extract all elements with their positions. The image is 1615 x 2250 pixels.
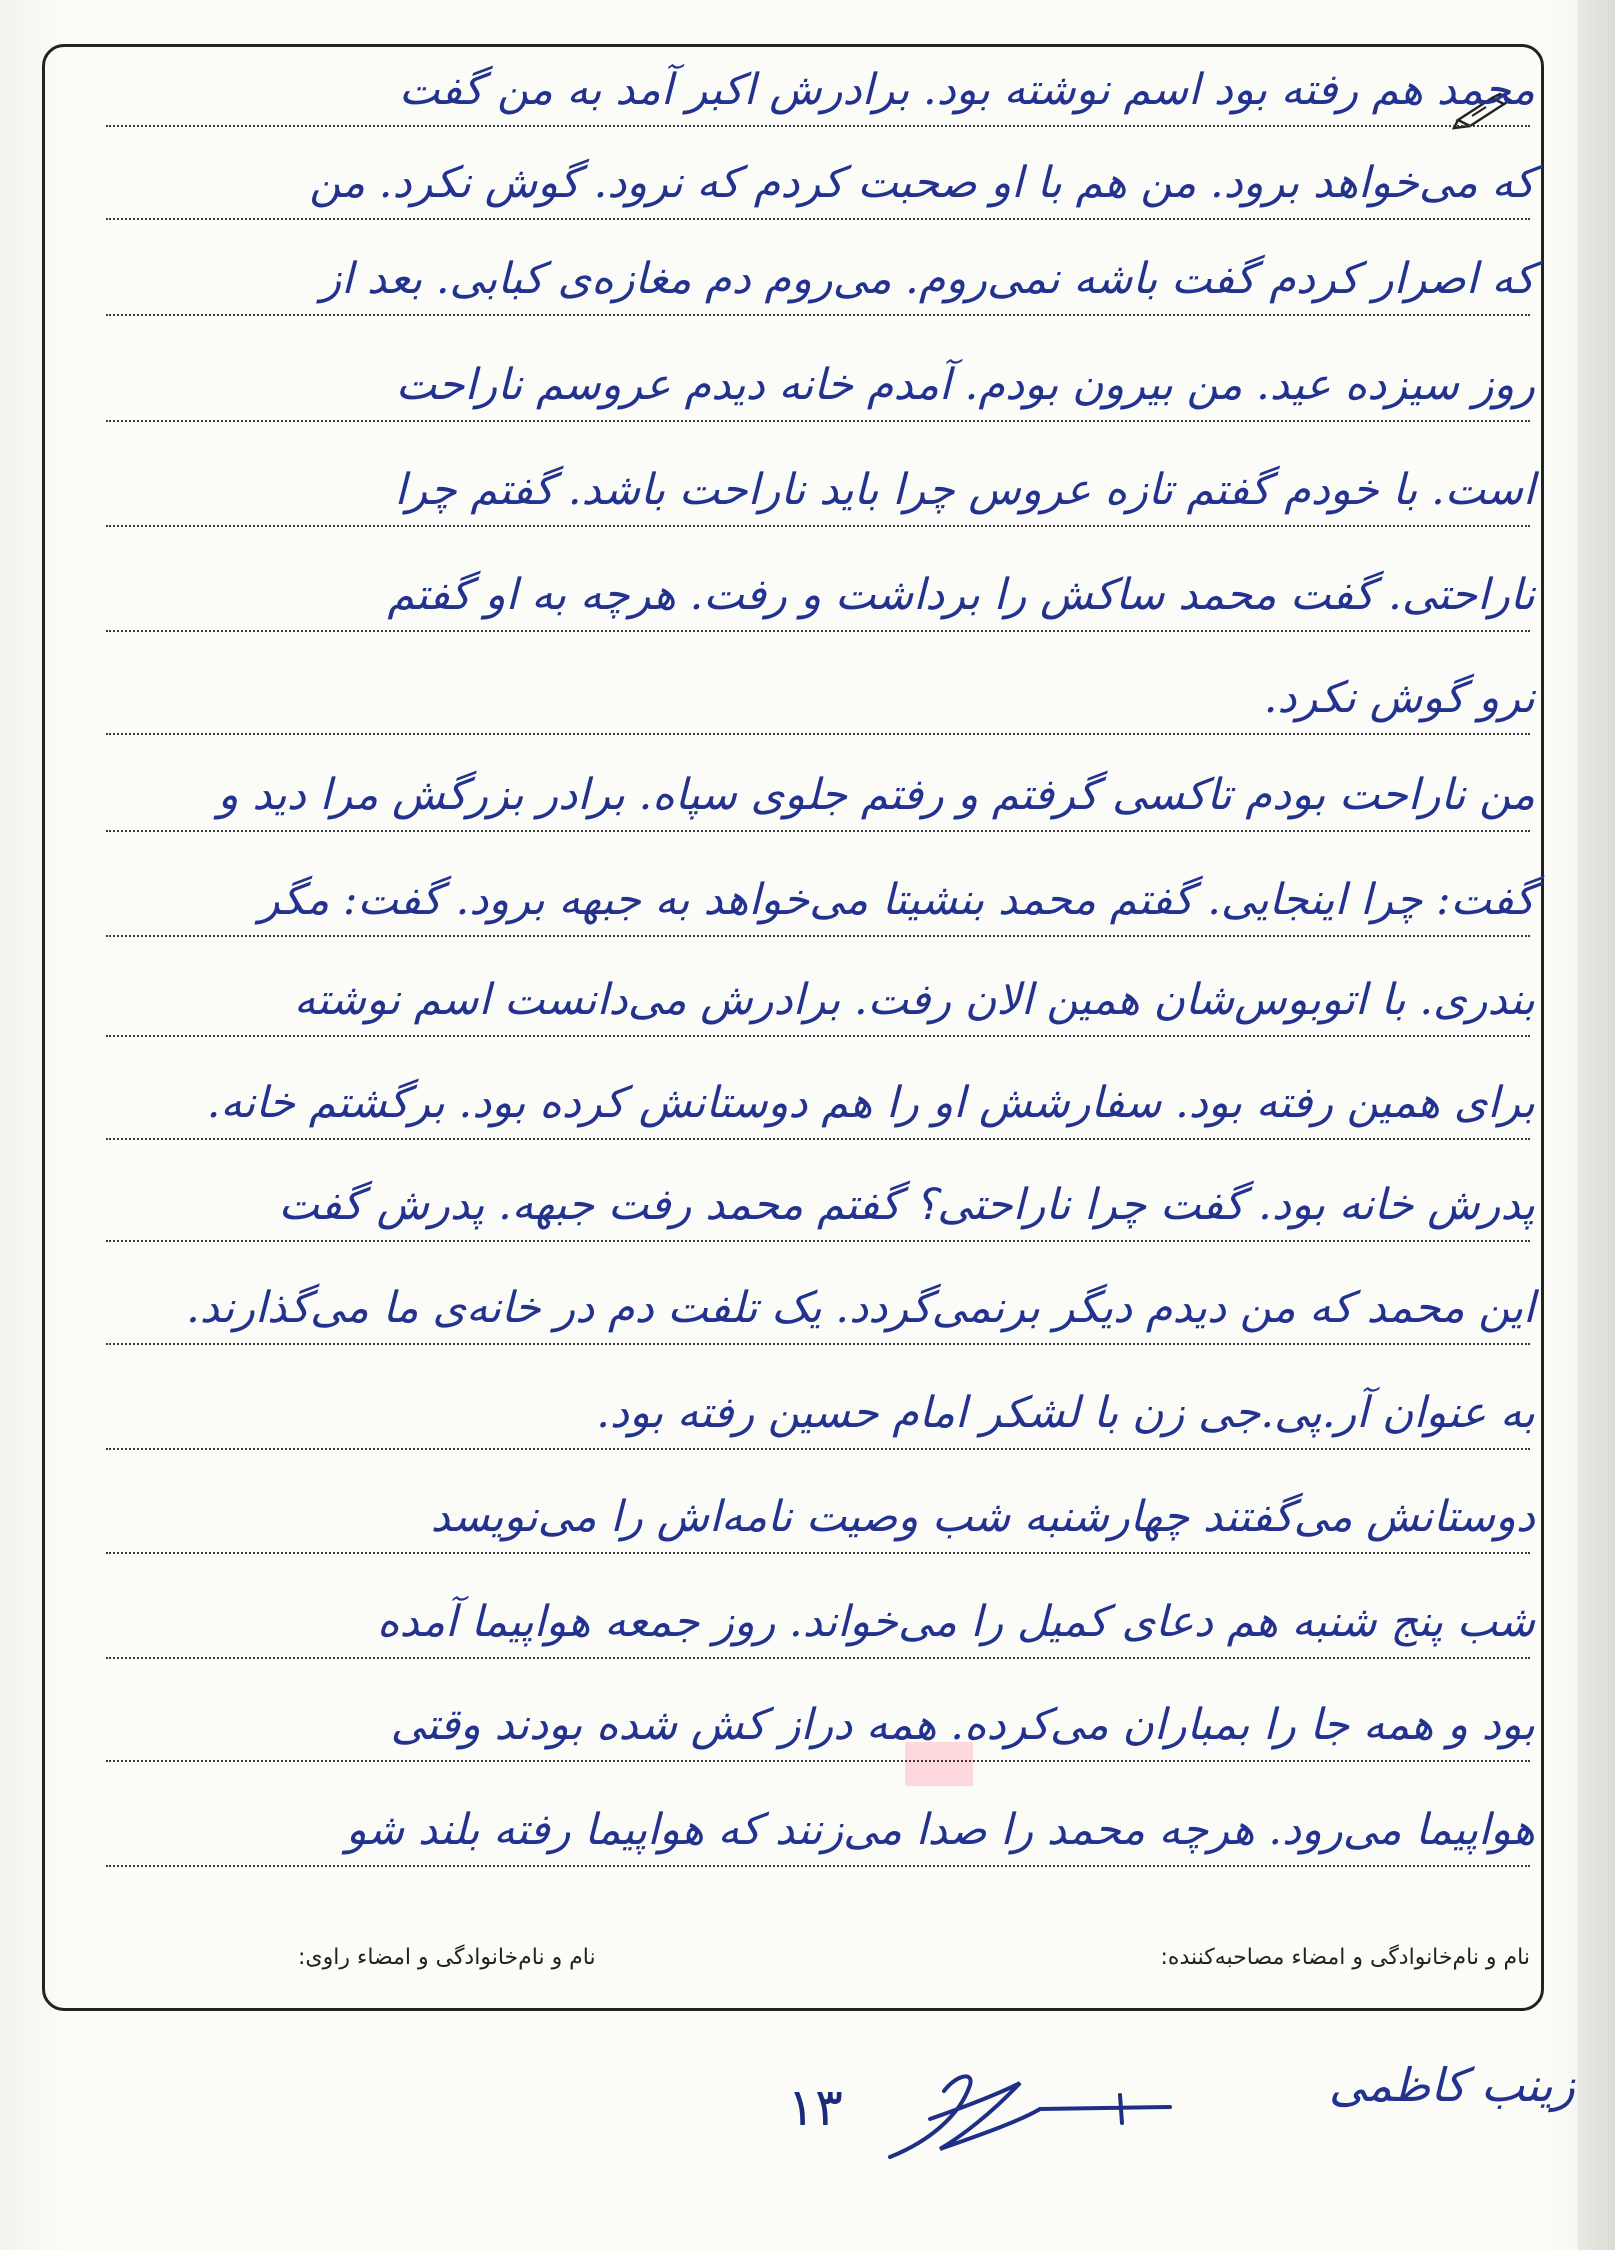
signature-name: زینب کاظمی (1328, 2058, 1575, 2112)
handwritten-line: هواپیما می‌رود. هرچه محمد را صدا می‌زنند که هواپیما رفته بلند شو (345, 1805, 1535, 1855)
handwritten-line: محمد هم رفته بود اسم نوشته بود. برادرش اکبر آمد به من گفت (399, 65, 1535, 115)
handwritten-line: برای همین رفته بود. سفارشش او را هم دوستانش کرده بود. برگشتم خانه. (206, 1078, 1535, 1128)
handwritten-line: نرو گوش نکرد. (1263, 673, 1535, 723)
handwritten-line: شب پنج شنبه هم دعای کمیل را می‌خواند. روز جمعه هواپیما آمده (377, 1597, 1535, 1647)
handwritten-line: ناراحتی. گفت محمد ساکش را برداشت و رفت. هرچه به او گفتم (387, 570, 1535, 620)
page-edge-shadow (1578, 0, 1615, 2250)
handwritten-line: که اصرار کردم گفت باشه نمی‌روم. می‌روم دم مغازه‌ی کبابی. بعد از (320, 254, 1535, 304)
handwritten-line: است. با خودم گفتم تازه عروس چرا باید ناراحت باشد. گفتم چرا (394, 465, 1535, 515)
page-number: ۱۳ (787, 2078, 843, 2138)
handwritten-line: پدرش خانه بود. گفت چرا ناراحتی؟ گفتم محمد رفت جبهه. پدرش گفت (278, 1180, 1535, 1230)
handwritten-line: روز سیزده عید. من بیرون بودم. آمدم خانه دیدم عروسم ناراحت (395, 360, 1535, 410)
handwritten-signature (870, 2045, 1250, 2175)
handwritten-line: به عنوان آر.پی.جی زن با لشکر امام حسین رفته بود. (596, 1388, 1535, 1438)
narrator-signature-label: نام و نام‌خانوادگی و امضاء راوی: (298, 1945, 596, 1970)
handwritten-line: بود و همه جا را بمباران می‌کرده. همه دراز کش شده بودند وقتی (390, 1700, 1535, 1750)
handwritten-line: که می‌خواهد برود. من هم با او صحبت کردم که نرود. گوش نکرد. من (309, 158, 1535, 208)
handwritten-line: دوستانش می‌گفتند چهارشنبه شب وصیت نامه‌اش را می‌نویسد (430, 1492, 1535, 1542)
handwritten-line: بندری. با اتوبوس‌شان همین الان رفت. برادرش می‌دانست اسم نوشته (293, 975, 1535, 1025)
handwritten-line: این محمد که من دیدم دیگر برنمی‌گردد. یک تلفت دم در خانه‌ی ما می‌گذارند. (186, 1283, 1535, 1333)
handwritten-line: گفت: چرا اینجایی. گفتم محمد بنشیتا می‌خواهد به جبهه برود. گفت: مگر (258, 875, 1535, 925)
interviewer-signature-label: نام و نام‌خانوادگی و امضاء مصاحبه‌کننده: (1160, 1945, 1530, 1970)
handwritten-line: من ناراحت بودم تاکسی گرفتم و رفتم جلوی سپاه. برادر بزرگش مرا دید و (217, 770, 1535, 820)
